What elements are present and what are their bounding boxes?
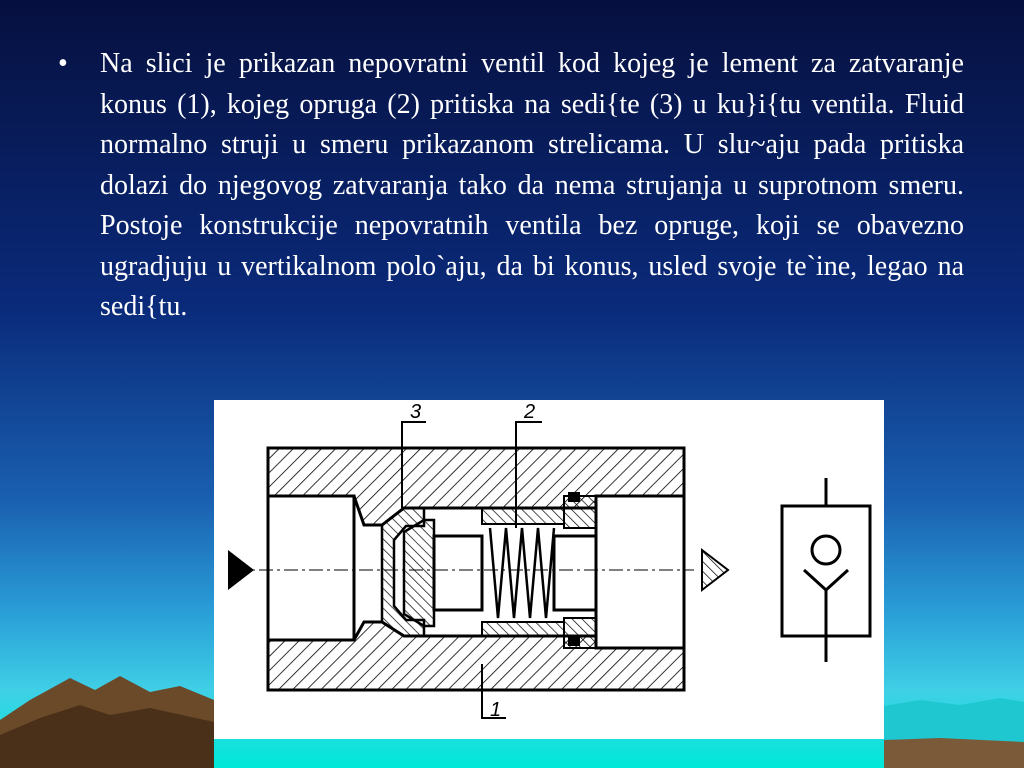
spring-guide-top bbox=[482, 508, 564, 524]
check-valve-drawing bbox=[214, 400, 884, 739]
spring-label: 2 bbox=[524, 401, 536, 423]
valve-spring bbox=[490, 528, 554, 618]
outlet-bore bbox=[596, 496, 684, 648]
inlet-bore bbox=[268, 496, 354, 640]
cone-label: 1 bbox=[490, 699, 502, 721]
flow-in-arrow-icon bbox=[228, 550, 254, 590]
seat-label: 3 bbox=[410, 401, 422, 423]
shore-right bbox=[884, 738, 1024, 768]
bullet-icon: • bbox=[58, 48, 68, 79]
check-valve-symbol-icon bbox=[782, 478, 870, 662]
bullet-paragraph: Na slici je prikazan nepovratni ventil kod kojeg je lement za zatvaranje konus (1), kojeg opruga (2) pritiska na sedi{te (3) u ku}i{tu ventila. Fluid normalno struji u smeru prikazanom strelicama. U slu~aju pada pritiska dolazi do njegovog zatvaranja tako da nema strujanja u suprotnom smeru. Postoje konstrukcije nepovratnih ventila bez opruge, koji se obavezno ugradjuju u vertikalnom polo`aju, da bi konus, usled svoje te`ine, legao na sedi{tu. bbox=[100, 48, 964, 322]
o-ring-top bbox=[568, 492, 580, 502]
cone-stem bbox=[434, 536, 482, 610]
flow-out-arrow-icon bbox=[702, 550, 728, 590]
spring-retainer bbox=[554, 536, 596, 610]
bullet-item bbox=[58, 44, 964, 328]
spring-guide-bottom bbox=[482, 622, 564, 636]
check-valve-figure bbox=[214, 400, 884, 739]
valve-cone bbox=[404, 520, 434, 626]
o-ring-bottom bbox=[568, 636, 580, 646]
